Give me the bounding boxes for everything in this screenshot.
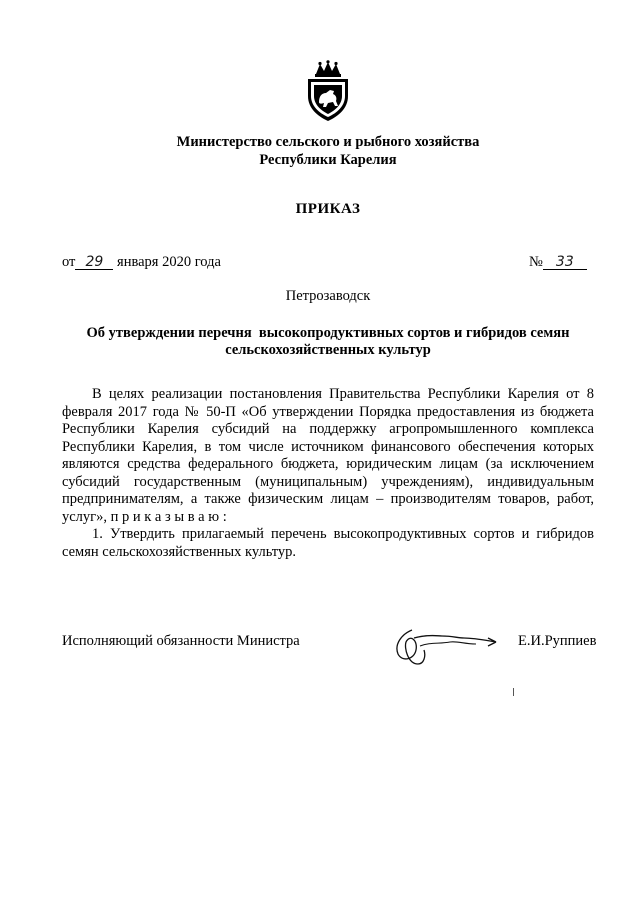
body-paragraph-1: В целях реализации постановления Правительства Республики Карелия от 8 февраля 2017 года № 50-П «Об утверждении Порядка предоставления из бюджета Республики Карелия субсидий на поддержку агропромышленного комплекса Республики Карелия, в том числе источником финансового обеспечения которых являются средства федерального бюджета, юридическим лицам (за исключением субсидий государственным (муниципальным) учреждениям), индивидуальным предпринимателям, а также физическим лицам – производителям товаров, работ, услуг», п р и к а з ы в а ю : xyxy=(62,386,594,525)
document-title xyxy=(0,325,640,359)
body-paragraph-2: 1. Утвердить прилагаемый перечень высокопродуктивных сортов и гибридов семян сельскохозяйственных культур. xyxy=(62,526,594,560)
ministry-line-2: Республики Карелия xyxy=(259,152,397,168)
title-line-2: сельскохозяйственных культур xyxy=(225,342,431,358)
handwritten-signature-icon xyxy=(384,624,504,668)
signer-position: Исполняющий обязанности Министра xyxy=(62,633,300,649)
ministry-line-1: Министерство сельского и рыбного хозяйства xyxy=(176,134,480,150)
document-type: ПРИКАЗ xyxy=(295,201,361,217)
date-rest: января 2020 года xyxy=(117,254,221,270)
order-number xyxy=(529,254,587,271)
number-prefix: № xyxy=(529,254,543,270)
karelia-coat-of-arms-icon xyxy=(306,60,350,122)
scan-mark-icon xyxy=(512,688,515,696)
document-body xyxy=(62,386,594,561)
date-day: 29 xyxy=(75,255,113,270)
date-prefix: от xyxy=(62,254,76,270)
city: Петрозаводск xyxy=(285,288,371,304)
title-line-1: Об утверждении перечня высокопродуктивных сортов и гибридов семян xyxy=(86,325,570,341)
order-date xyxy=(62,254,221,271)
signer-name: Е.И.Руппиев xyxy=(518,633,597,649)
ministry-name xyxy=(0,133,640,169)
number-value: 33 xyxy=(543,255,587,270)
